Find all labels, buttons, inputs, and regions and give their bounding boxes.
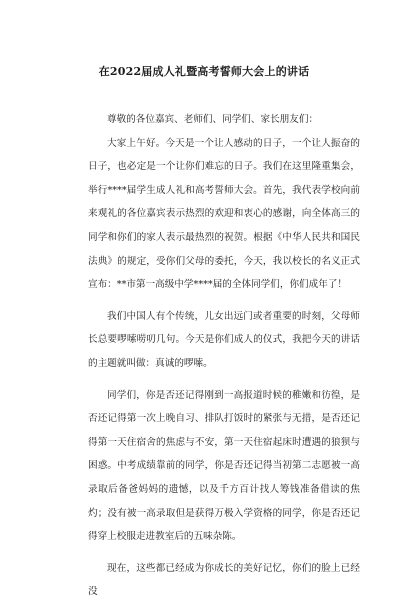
paragraph-2: 我们中国人有个传统，儿女出远门或者重要的时刻，父母师长总要啰嗦唠叨几句。今天是你们成人的仪式，我把今天的讲话的主题就叫做：真诚的啰嗦。 xyxy=(88,310,360,369)
document-body xyxy=(88,108,360,604)
paragraph-4: 现在，这些都已经成为你成长的美好记忆，你们的脸上已经没 xyxy=(88,562,360,598)
paragraph-1: 大家上午好。今天是一个让人感动的日子，一个让人振奋的日子，也必定是一个让你们难忘的日子。我们在这里隆重集会，举行****届学生成人礼和高考誓师大会。首先，我代表学校向前来观礼的各位嘉宾表示热烈的欢迎和衷心的感谢，向全体高三的同学和你们的家人表示最热烈的祝贺。根据《中华人民共和国民法典》的规定，受你们父母的委托，今天，我以校长的名义正式宣布：**市第一高级中学****届的全体同学们，你们成年了！ xyxy=(88,137,360,291)
document-title: 在2022届成人礼暨高考誓师大会上的讲话 xyxy=(98,65,310,78)
salutation: 尊敬的各位嘉宾、老师们、同学们、家长朋友们： xyxy=(107,114,319,125)
paragraph-3: 同学们，你是否还记得刚到一高报道时候的稚嫩和彷徨，是否还记得第一次上晚自习、排队打饭时的紧张与无措，是否还记得第一天住宿舍的焦虑与不安，第一天住宿起床时遭遇的狼狈与困惑。中考成绩靠前的同学，你是否还记得当初第二志愿被一高录取后备爸妈妈的遗憾，以及千方百计找人筹钱准备借读的焦灼；没有被一高录取但是获得万极入学资格的同学，你是否还记得穿上校服走进教室后的五味杂陈。 xyxy=(88,389,360,543)
